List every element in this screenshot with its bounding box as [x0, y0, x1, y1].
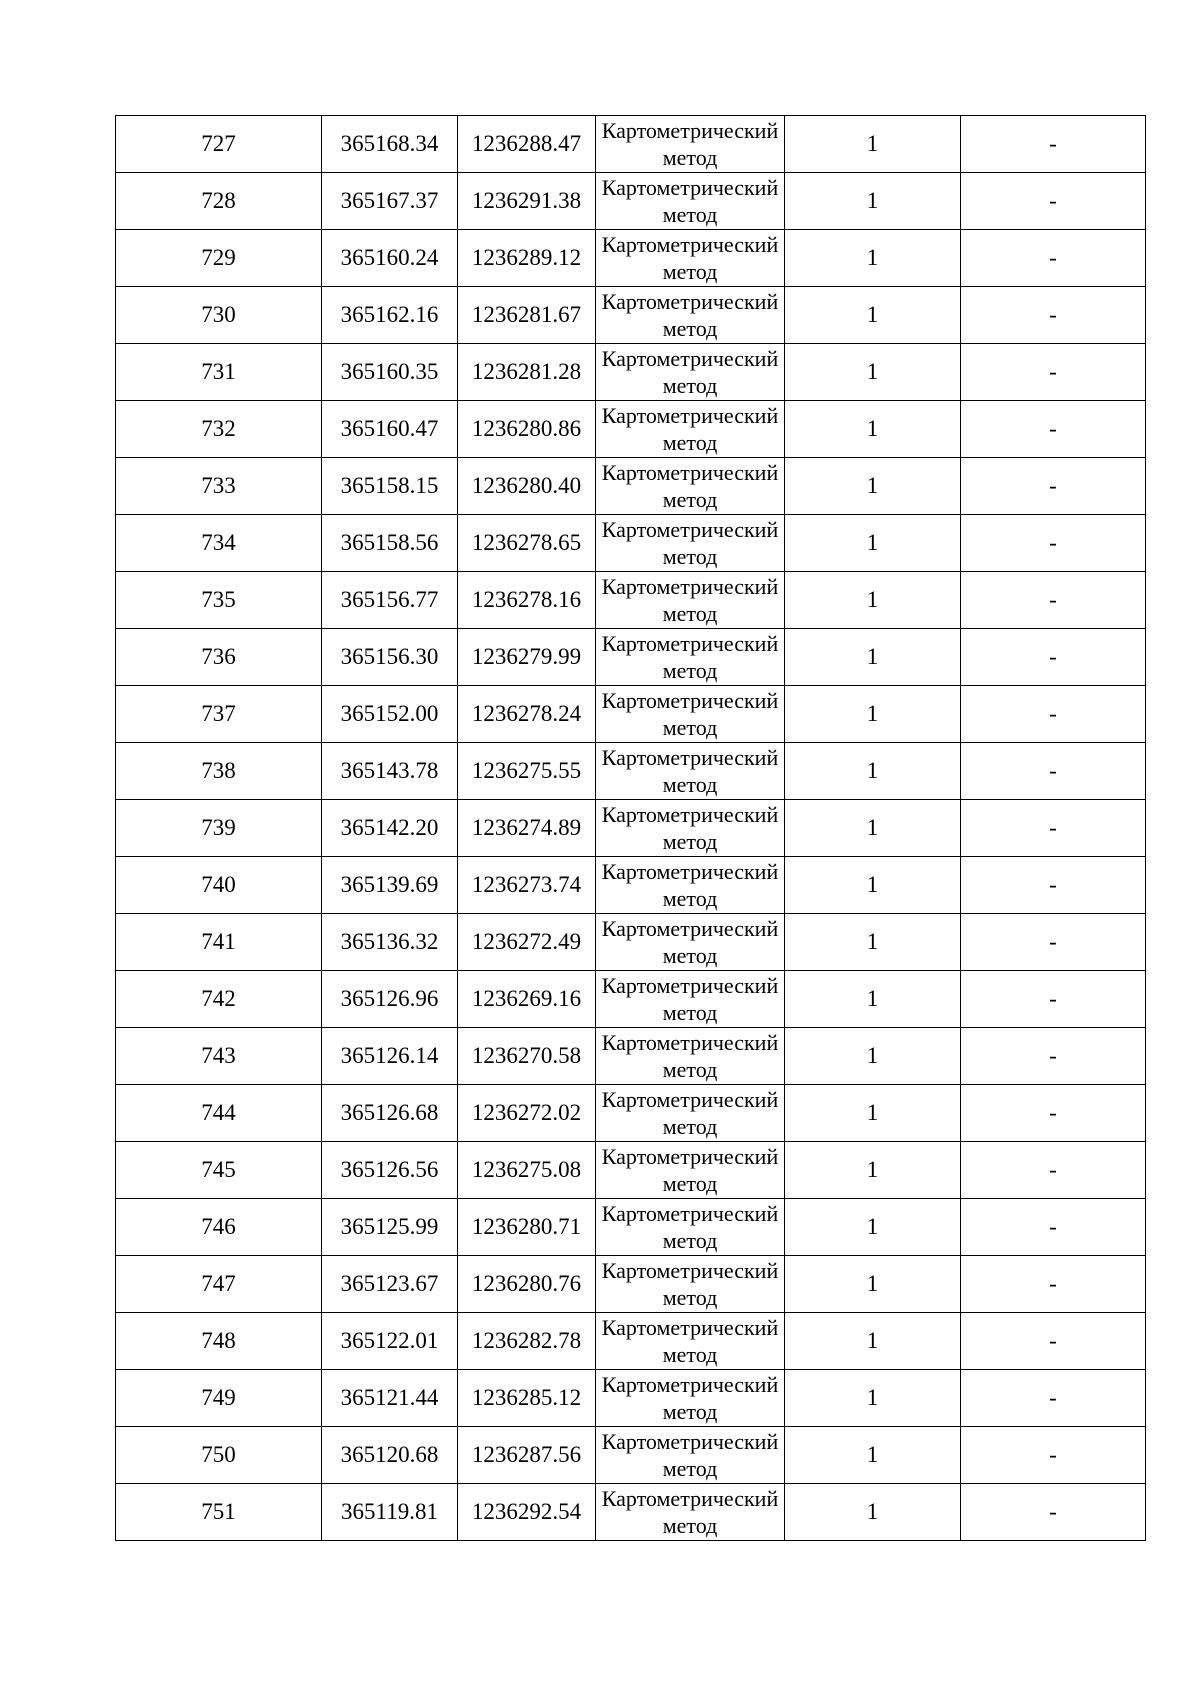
note-cell: -	[961, 287, 1146, 344]
x-coordinate-cell: 365167.37	[322, 173, 458, 230]
point-number-cell: 732	[116, 401, 322, 458]
method-cell: Картометрический метод	[596, 914, 785, 971]
accuracy-cell: 1	[785, 971, 961, 1028]
note-cell: -	[961, 800, 1146, 857]
table-row	[116, 1199, 1146, 1256]
method-cell: Картометрический метод	[596, 344, 785, 401]
method-cell: Картометрический метод	[596, 743, 785, 800]
x-coordinate-cell: 365136.32	[322, 914, 458, 971]
y-coordinate-cell: 1236289.12	[458, 230, 596, 287]
method-cell: Картометрический метод	[596, 1256, 785, 1313]
method-cell: Картометрический метод	[596, 1028, 785, 1085]
accuracy-cell: 1	[785, 173, 961, 230]
table-row	[116, 743, 1146, 800]
accuracy-cell: 1	[785, 914, 961, 971]
method-cell: Картометрический метод	[596, 971, 785, 1028]
y-coordinate-cell: 1236278.16	[458, 572, 596, 629]
note-cell: -	[961, 914, 1146, 971]
accuracy-cell: 1	[785, 1256, 961, 1313]
method-cell: Картометрический метод	[596, 230, 785, 287]
note-cell: -	[961, 116, 1146, 173]
table-row	[116, 971, 1146, 1028]
x-coordinate-cell: 365158.15	[322, 458, 458, 515]
note-cell: -	[961, 1427, 1146, 1484]
y-coordinate-cell: 1236280.86	[458, 401, 596, 458]
table-row	[116, 1256, 1146, 1313]
point-number-cell: 747	[116, 1256, 322, 1313]
method-cell: Картометрический метод	[596, 572, 785, 629]
method-cell: Картометрический метод	[596, 800, 785, 857]
table-row	[116, 629, 1146, 686]
y-coordinate-cell: 1236287.56	[458, 1427, 596, 1484]
method-cell: Картометрический метод	[596, 458, 785, 515]
point-number-cell: 728	[116, 173, 322, 230]
y-coordinate-cell: 1236275.08	[458, 1142, 596, 1199]
accuracy-cell: 1	[785, 1028, 961, 1085]
accuracy-cell: 1	[785, 857, 961, 914]
point-number-cell: 746	[116, 1199, 322, 1256]
note-cell: -	[961, 1370, 1146, 1427]
x-coordinate-cell: 365168.34	[322, 116, 458, 173]
table-row	[116, 401, 1146, 458]
note-cell: -	[961, 173, 1146, 230]
x-coordinate-cell: 365143.78	[322, 743, 458, 800]
accuracy-cell: 1	[785, 401, 961, 458]
x-coordinate-cell: 365156.30	[322, 629, 458, 686]
table-row	[116, 287, 1146, 344]
y-coordinate-cell: 1236272.02	[458, 1085, 596, 1142]
y-coordinate-cell: 1236288.47	[458, 116, 596, 173]
note-cell: -	[961, 1085, 1146, 1142]
y-coordinate-cell: 1236282.78	[458, 1313, 596, 1370]
method-cell: Картометрический метод	[596, 1142, 785, 1199]
note-cell: -	[961, 857, 1146, 914]
point-number-cell: 733	[116, 458, 322, 515]
y-coordinate-cell: 1236278.24	[458, 686, 596, 743]
point-number-cell: 736	[116, 629, 322, 686]
table-row	[116, 1313, 1146, 1370]
method-cell: Картометрический метод	[596, 1370, 785, 1427]
note-cell: -	[961, 344, 1146, 401]
accuracy-cell: 1	[785, 1085, 961, 1142]
accuracy-cell: 1	[785, 116, 961, 173]
note-cell: -	[961, 230, 1146, 287]
accuracy-cell: 1	[785, 800, 961, 857]
table-row	[116, 515, 1146, 572]
x-coordinate-cell: 365119.81	[322, 1484, 458, 1541]
note-cell: -	[961, 515, 1146, 572]
table-row	[116, 1427, 1146, 1484]
accuracy-cell: 1	[785, 344, 961, 401]
table-row	[116, 857, 1146, 914]
y-coordinate-cell: 1236278.65	[458, 515, 596, 572]
table-row	[116, 800, 1146, 857]
table-row	[116, 1142, 1146, 1199]
y-coordinate-cell: 1236272.49	[458, 914, 596, 971]
note-cell: -	[961, 1142, 1146, 1199]
y-coordinate-cell: 1236291.38	[458, 173, 596, 230]
y-coordinate-cell: 1236270.58	[458, 1028, 596, 1085]
table-row	[116, 914, 1146, 971]
accuracy-cell: 1	[785, 1427, 961, 1484]
x-coordinate-cell: 365162.16	[322, 287, 458, 344]
y-coordinate-cell: 1236280.76	[458, 1256, 596, 1313]
method-cell: Картометрический метод	[596, 1427, 785, 1484]
accuracy-cell: 1	[785, 629, 961, 686]
table-row	[116, 1085, 1146, 1142]
point-number-cell: 742	[116, 971, 322, 1028]
note-cell: -	[961, 686, 1146, 743]
accuracy-cell: 1	[785, 458, 961, 515]
method-cell: Картометрический метод	[596, 287, 785, 344]
x-coordinate-cell: 365142.20	[322, 800, 458, 857]
x-coordinate-cell: 365160.47	[322, 401, 458, 458]
accuracy-cell: 1	[785, 1484, 961, 1541]
table-row	[116, 1370, 1146, 1427]
y-coordinate-cell: 1236275.55	[458, 743, 596, 800]
method-cell: Картометрический метод	[596, 1313, 785, 1370]
note-cell: -	[961, 1199, 1146, 1256]
y-coordinate-cell: 1236269.16	[458, 971, 596, 1028]
table-row	[116, 173, 1146, 230]
table-row	[116, 116, 1146, 173]
y-coordinate-cell: 1236285.12	[458, 1370, 596, 1427]
coordinates-table	[115, 115, 1146, 1541]
x-coordinate-cell: 365139.69	[322, 857, 458, 914]
y-coordinate-cell: 1236280.40	[458, 458, 596, 515]
point-number-cell: 741	[116, 914, 322, 971]
x-coordinate-cell: 365121.44	[322, 1370, 458, 1427]
x-coordinate-cell: 365125.99	[322, 1199, 458, 1256]
note-cell: -	[961, 401, 1146, 458]
x-coordinate-cell: 365126.96	[322, 971, 458, 1028]
x-coordinate-cell: 365156.77	[322, 572, 458, 629]
table-row	[116, 1484, 1146, 1541]
table-row	[116, 686, 1146, 743]
x-coordinate-cell: 365126.14	[322, 1028, 458, 1085]
point-number-cell: 744	[116, 1085, 322, 1142]
accuracy-cell: 1	[785, 1370, 961, 1427]
y-coordinate-cell: 1236281.28	[458, 344, 596, 401]
method-cell: Картометрический метод	[596, 401, 785, 458]
accuracy-cell: 1	[785, 743, 961, 800]
y-coordinate-cell: 1236279.99	[458, 629, 596, 686]
x-coordinate-cell: 365120.68	[322, 1427, 458, 1484]
method-cell: Картометрический метод	[596, 1484, 785, 1541]
y-coordinate-cell: 1236280.71	[458, 1199, 596, 1256]
x-coordinate-cell: 365126.56	[322, 1142, 458, 1199]
x-coordinate-cell: 365158.56	[322, 515, 458, 572]
point-number-cell: 743	[116, 1028, 322, 1085]
point-number-cell: 731	[116, 344, 322, 401]
y-coordinate-cell: 1236292.54	[458, 1484, 596, 1541]
accuracy-cell: 1	[785, 1313, 961, 1370]
point-number-cell: 729	[116, 230, 322, 287]
method-cell: Картометрический метод	[596, 686, 785, 743]
method-cell: Картометрический метод	[596, 173, 785, 230]
note-cell: -	[961, 1028, 1146, 1085]
note-cell: -	[961, 1256, 1146, 1313]
accuracy-cell: 1	[785, 1199, 961, 1256]
x-coordinate-cell: 365123.67	[322, 1256, 458, 1313]
method-cell: Картометрический метод	[596, 1199, 785, 1256]
table-row	[116, 1028, 1146, 1085]
method-cell: Картометрический метод	[596, 857, 785, 914]
note-cell: -	[961, 629, 1146, 686]
table-row	[116, 230, 1146, 287]
method-cell: Картометрический метод	[596, 116, 785, 173]
method-cell: Картометрический метод	[596, 629, 785, 686]
table-row	[116, 572, 1146, 629]
coordinates-table-body	[116, 116, 1146, 1541]
x-coordinate-cell: 365122.01	[322, 1313, 458, 1370]
accuracy-cell: 1	[785, 686, 961, 743]
point-number-cell: 738	[116, 743, 322, 800]
method-cell: Картометрический метод	[596, 1085, 785, 1142]
x-coordinate-cell: 365160.35	[322, 344, 458, 401]
x-coordinate-cell: 365160.24	[322, 230, 458, 287]
point-number-cell: 751	[116, 1484, 322, 1541]
y-coordinate-cell: 1236273.74	[458, 857, 596, 914]
point-number-cell: 740	[116, 857, 322, 914]
table-row	[116, 458, 1146, 515]
note-cell: -	[961, 1313, 1146, 1370]
table-row	[116, 344, 1146, 401]
note-cell: -	[961, 743, 1146, 800]
note-cell: -	[961, 458, 1146, 515]
accuracy-cell: 1	[785, 230, 961, 287]
x-coordinate-cell: 365126.68	[322, 1085, 458, 1142]
point-number-cell: 748	[116, 1313, 322, 1370]
accuracy-cell: 1	[785, 1142, 961, 1199]
accuracy-cell: 1	[785, 572, 961, 629]
note-cell: -	[961, 971, 1146, 1028]
point-number-cell: 727	[116, 116, 322, 173]
accuracy-cell: 1	[785, 515, 961, 572]
x-coordinate-cell: 365152.00	[322, 686, 458, 743]
point-number-cell: 735	[116, 572, 322, 629]
y-coordinate-cell: 1236281.67	[458, 287, 596, 344]
point-number-cell: 750	[116, 1427, 322, 1484]
point-number-cell: 739	[116, 800, 322, 857]
note-cell: -	[961, 1484, 1146, 1541]
y-coordinate-cell: 1236274.89	[458, 800, 596, 857]
point-number-cell: 730	[116, 287, 322, 344]
accuracy-cell: 1	[785, 287, 961, 344]
point-number-cell: 734	[116, 515, 322, 572]
note-cell: -	[961, 572, 1146, 629]
point-number-cell: 745	[116, 1142, 322, 1199]
point-number-cell: 749	[116, 1370, 322, 1427]
point-number-cell: 737	[116, 686, 322, 743]
method-cell: Картометрический метод	[596, 515, 785, 572]
